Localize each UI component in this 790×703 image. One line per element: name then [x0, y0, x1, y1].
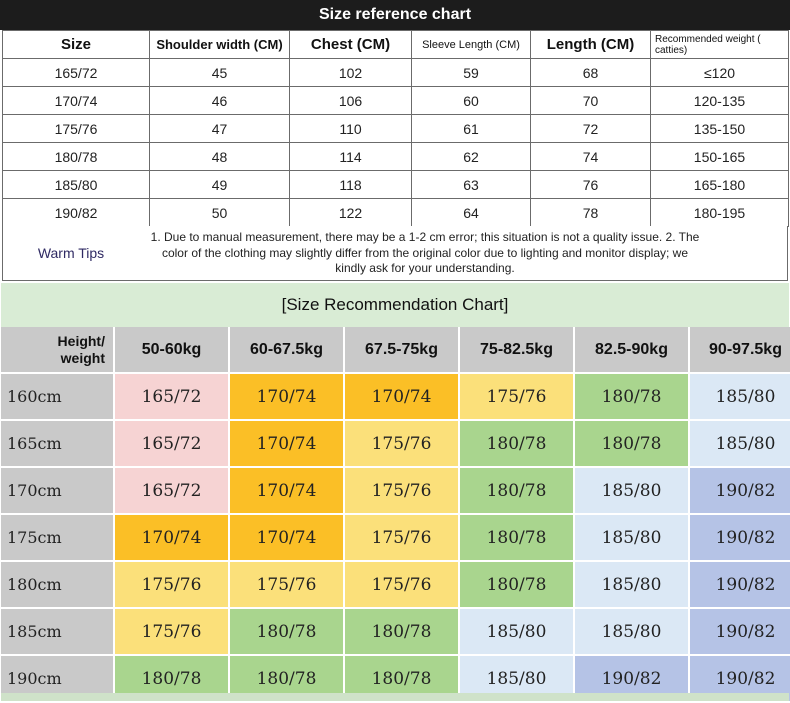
table-cell: 68 — [531, 59, 651, 87]
table-row — [3, 115, 789, 143]
size-recommendation-cell: 180/78 — [230, 609, 343, 654]
size-reference-table — [2, 30, 789, 227]
weight-header: 90-97.5kg — [690, 327, 790, 372]
recommendation-grid — [1, 327, 789, 691]
size-recommendation-cell: 175/76 — [345, 468, 458, 513]
size-recommendation-cell: 180/78 — [575, 421, 688, 466]
size-recommendation-cell: 170/74 — [115, 515, 228, 560]
corner-height-label: Height/ — [57, 332, 105, 349]
size-reference-section — [0, 0, 790, 283]
size-recommendation-cell: 170/74 — [230, 421, 343, 466]
warm-tips-label: Warm Tips — [37, 245, 105, 261]
weight-header: 50-60kg — [115, 327, 228, 372]
size-recommendation-cell: 190/82 — [690, 468, 790, 513]
header-chest: Chest (CM) — [290, 31, 412, 59]
size-recommendation-cell: 190/82 — [690, 656, 790, 701]
table-cell: 45 — [150, 59, 290, 87]
table-row — [3, 171, 789, 199]
size-recommendation-cell: 180/78 — [460, 421, 573, 466]
table-cell: 170/74 — [3, 87, 150, 115]
size-recommendation-cell: 185/80 — [575, 515, 688, 560]
table-cell: 175/76 — [3, 115, 150, 143]
table-cell: 48 — [150, 143, 290, 171]
size-recommendation-cell: 170/74 — [345, 374, 458, 419]
table-cell: 78 — [531, 199, 651, 227]
table-cell: 64 — [412, 199, 531, 227]
size-recommendation-cell: 175/76 — [230, 562, 343, 607]
size-recommendation-cell: 170/74 — [230, 374, 343, 419]
height-label: 165cm — [1, 421, 113, 466]
size-recommendation-cell: 185/80 — [575, 562, 688, 607]
corner-weight-label: weight — [60, 349, 105, 366]
table-cell: 122 — [290, 199, 412, 227]
height-label: 190cm — [1, 656, 113, 701]
size-recommendation-cell: 175/76 — [115, 562, 228, 607]
table-cell: 61 — [412, 115, 531, 143]
size-recommendation-cell: 190/82 — [690, 515, 790, 560]
size-recommendation-cell: 180/78 — [115, 656, 228, 701]
size-recommendation-cell: 180/78 — [460, 562, 573, 607]
size-recommendation-cell: 185/80 — [460, 609, 573, 654]
table-cell: ≤120 — [651, 59, 789, 87]
size-recommendation-cell: 175/76 — [345, 421, 458, 466]
table-cell: 102 — [290, 59, 412, 87]
size-recommendation-cell: 185/80 — [690, 421, 790, 466]
weight-header: 82.5-90kg — [575, 327, 688, 372]
table-cell: 190/82 — [3, 199, 150, 227]
size-recommendation-cell: 185/80 — [690, 374, 790, 419]
table-cell: 135-150 — [651, 115, 789, 143]
size-recommendation-cell: 190/82 — [690, 609, 790, 654]
table-cell: 180/78 — [3, 143, 150, 171]
size-recommendation-cell: 175/76 — [115, 609, 228, 654]
table-cell: 114 — [290, 143, 412, 171]
table-row — [3, 199, 789, 227]
table-row — [3, 143, 789, 171]
table-cell: 59 — [412, 59, 531, 87]
size-recommendation-cell: 175/76 — [345, 562, 458, 607]
table-cell: 70 — [531, 87, 651, 115]
size-recommendation-cell: 185/80 — [460, 656, 573, 701]
size-recommendation-cell: 180/78 — [460, 515, 573, 560]
header-size: Size — [3, 31, 150, 59]
size-table-header-row — [3, 31, 789, 59]
warm-tips-text: 1. Due to manual measurement, there may be a 1-2 cm error; this situation is not a quality issue. 2. The color of the clothing may slightly differ from the original color due to lighting and monitor display; we kindly ask for your understanding. — [150, 230, 700, 275]
header-weight: Recommended weight ( catties) — [651, 31, 789, 59]
size-recommendation-cell: 165/72 — [115, 468, 228, 513]
height-label: 185cm — [1, 609, 113, 654]
table-row — [3, 59, 789, 87]
size-recommendation-cell: 170/74 — [230, 468, 343, 513]
weight-header: 75-82.5kg — [460, 327, 573, 372]
corner-header — [1, 327, 113, 372]
size-recommendation-cell: 170/74 — [230, 515, 343, 560]
size-recommendation-cell: 185/80 — [575, 468, 688, 513]
table-cell: 165/72 — [3, 59, 150, 87]
table-cell: 106 — [290, 87, 412, 115]
table-cell: 110 — [290, 115, 412, 143]
height-label: 160cm — [1, 374, 113, 419]
header-sleeve: Sleeve Length (CM) — [412, 31, 531, 59]
table-cell: 150-165 — [651, 143, 789, 171]
size-recommendation-cell: 180/78 — [345, 656, 458, 701]
size-recommendation-cell: 190/82 — [575, 656, 688, 701]
size-recommendation-cell: 165/72 — [115, 374, 228, 419]
size-recommendation-cell: 180/78 — [230, 656, 343, 701]
recommendation-title: [Size Recommendation Chart] — [1, 283, 789, 327]
table-cell: 118 — [290, 171, 412, 199]
table-cell: 74 — [531, 143, 651, 171]
weight-header: 67.5-75kg — [345, 327, 458, 372]
header-length: Length (CM) — [531, 31, 651, 59]
size-recommendation-section — [0, 283, 790, 703]
size-recommendation-cell: 165/72 — [115, 421, 228, 466]
table-cell: 72 — [531, 115, 651, 143]
table-cell: 165-180 — [651, 171, 789, 199]
table-cell: 76 — [531, 171, 651, 199]
table-cell: 63 — [412, 171, 531, 199]
size-recommendation-cell: 185/80 — [575, 609, 688, 654]
height-label: 170cm — [1, 468, 113, 513]
header-shoulder: Shoulder width (CM) — [150, 31, 290, 59]
table-cell: 47 — [150, 115, 290, 143]
table-cell: 185/80 — [3, 171, 150, 199]
bottom-strip — [1, 693, 789, 701]
height-label: 175cm — [1, 515, 113, 560]
table-cell: 50 — [150, 199, 290, 227]
table-cell: 180-195 — [651, 199, 789, 227]
table-cell: 46 — [150, 87, 290, 115]
table-cell: 60 — [412, 87, 531, 115]
size-recommendation-cell: 180/78 — [575, 374, 688, 419]
table-row — [3, 87, 789, 115]
size-recommendation-cell: 175/76 — [345, 515, 458, 560]
size-table-title: Size reference chart — [0, 0, 790, 30]
table-cell: 62 — [412, 143, 531, 171]
weight-header: 60-67.5kg — [230, 327, 343, 372]
size-recommendation-cell: 180/78 — [460, 468, 573, 513]
table-cell: 120-135 — [651, 87, 789, 115]
size-recommendation-cell: 180/78 — [345, 609, 458, 654]
height-label: 180cm — [1, 562, 113, 607]
table-cell: 49 — [150, 171, 290, 199]
size-recommendation-cell: 175/76 — [460, 374, 573, 419]
warm-tips-row — [2, 226, 788, 281]
size-recommendation-cell: 190/82 — [690, 562, 790, 607]
